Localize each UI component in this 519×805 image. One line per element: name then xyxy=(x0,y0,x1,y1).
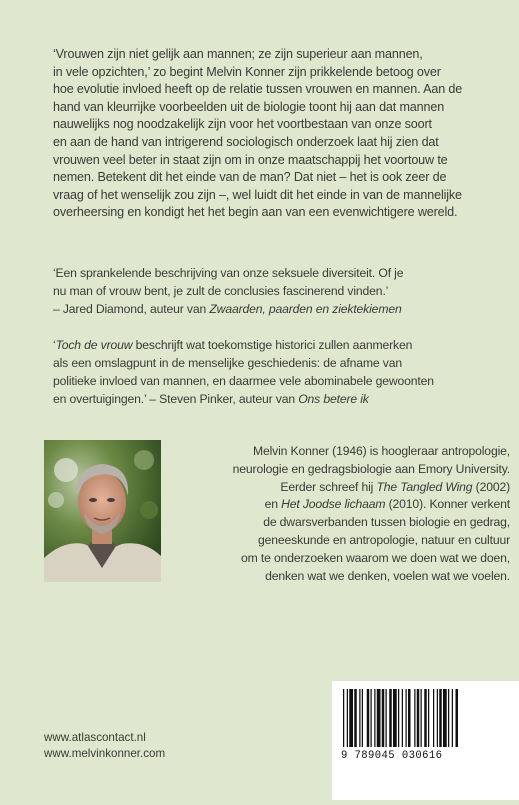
barcode-bar xyxy=(456,689,459,747)
bio-line: geneeskunde en antropologie, natuur en cultuur xyxy=(258,532,510,547)
barcode-bar xyxy=(386,689,387,747)
barcode-bar xyxy=(408,689,411,747)
barcode-bar xyxy=(374,689,375,747)
barcode-bar xyxy=(362,689,363,747)
author-portrait-image xyxy=(44,440,161,582)
barcode-bar xyxy=(421,689,422,747)
barcode-bar xyxy=(349,689,353,747)
back-cover-blurb xyxy=(53,46,499,222)
quote-line: ‘Een sprankelende beschrijving van onze seksuele diversiteit. Of je xyxy=(53,266,404,280)
barcode-bar xyxy=(371,689,372,747)
bio-text: (2010). Konner verkent xyxy=(385,497,510,512)
book-title: Toch de vrouw xyxy=(55,338,133,352)
diamond-quote xyxy=(53,264,493,318)
book-title: Ons betere ik xyxy=(298,392,369,406)
quote-line xyxy=(53,336,493,354)
quote-mark: ‘ xyxy=(53,338,56,352)
bio-text: en xyxy=(264,497,282,512)
blurb-line: in vele opzichten,’ zo begint Melvin Konner zijn prikkelende betoog over xyxy=(53,64,441,79)
bio-line: neurologie en gedragsbiologie aan Emory University. xyxy=(232,461,510,476)
author-bio xyxy=(165,443,510,585)
barcode-bar xyxy=(417,689,420,747)
barcode-bar xyxy=(367,689,370,747)
barcode-bar xyxy=(433,689,434,747)
barcode-bar xyxy=(402,689,403,747)
barcode-bar xyxy=(448,689,449,747)
quote-line xyxy=(53,390,493,408)
quote-text: en overtuigingen.’ – Steven Pinker, auteur van xyxy=(53,392,299,406)
barcode-bar xyxy=(439,689,442,747)
blurb-line: nemen. Betekent dit het einde van de man? Dat niet – het is ook zeer de xyxy=(53,170,447,185)
book-title: Het Joodse lichaam xyxy=(281,497,386,512)
blurb-line: en aan de hand van intrigerend sociologisch onderzoek laat hij zien dat xyxy=(53,134,439,149)
author-photo xyxy=(44,440,161,582)
barcode-bar xyxy=(406,689,407,747)
quote-line: als een omslagpunt in de menselijke geschiedenis: de afname van xyxy=(53,356,402,370)
quote-line: nu man of vrouw bent, je zult de conclusies fascinerend vinden.’ xyxy=(53,284,389,298)
bio-line: denken wat we denken, voelen wat we voelen. xyxy=(265,568,510,583)
barcode-bar xyxy=(443,689,447,747)
book-title: The Tangled Wing xyxy=(376,479,473,494)
blurb-line: vraag of het wenselijk zou zijn –, wel luidt dit het einde in van de mannelijke xyxy=(53,187,462,202)
quote-text: beschrijft wat toekomstige historici zullen aanmerken xyxy=(132,338,413,352)
book-title: Zwaarden, paarden en ziektekiemen xyxy=(209,302,402,316)
barcode-bar xyxy=(452,689,453,747)
barcode-bar xyxy=(437,689,438,747)
bio-text: Eerder schreef hij xyxy=(280,479,377,494)
barcode-panel xyxy=(332,681,519,800)
barcode-bar xyxy=(354,689,357,747)
barcode-bar xyxy=(359,689,360,747)
blurb-line: ‘Vrouwen zijn niet gelijk aan mannen; ze zijn superieur aan mannen, xyxy=(53,47,423,61)
author-url[interactable]: www.melvinkonner.com xyxy=(44,747,166,761)
barcode-bar xyxy=(414,689,415,747)
bio-line xyxy=(165,479,510,497)
barcode-bar xyxy=(398,689,399,747)
bio-line: Melvin Konner (1946) is hoogleraar antropologie, xyxy=(252,444,510,458)
attribution-text: – Jared Diamond, auteur van xyxy=(53,302,210,316)
barcode-bar xyxy=(343,689,344,747)
barcode-bar xyxy=(347,689,348,747)
quote-attribution xyxy=(53,300,493,318)
bio-line: om te onderzoeken waarom we doen wat we doen, xyxy=(241,550,510,565)
barcode-bar xyxy=(393,689,397,747)
blurb-line: vrouwen veel beter in staat zijn om in onze maatschappij het voortouw te xyxy=(53,152,448,167)
publisher-url[interactable]: www.atlascontact.nl xyxy=(44,731,146,744)
isbn-barcode xyxy=(332,681,519,800)
isbn-digits: 9 789045 030616 xyxy=(341,750,443,762)
blurb-line: hoe evolutie invloed heeft op de relatie tussen vrouwen en mannen. Aan de xyxy=(53,82,463,97)
bio-text: (2002) xyxy=(472,479,510,494)
quote-line: politieke invloed van mannen, en daarmee vele abominabele gewoonten xyxy=(53,374,434,388)
pinker-quote xyxy=(53,336,493,408)
barcode-bar xyxy=(377,689,381,747)
blurb-line: nauwelijks nog noodzakelijk zijn voor het voortbestaan van onze soort xyxy=(53,117,432,132)
barcode-bar xyxy=(428,689,429,747)
blurb-line: overheersing en kondigt het het begin aan van een evenwichtigere wereld. xyxy=(53,205,458,220)
barcode-bar xyxy=(389,689,392,747)
blurb-line: hand van kleurrijke voorbeelden uit de biologie toont hij aan dat mannen xyxy=(53,99,445,114)
bio-line xyxy=(165,496,510,514)
barcode-bar xyxy=(382,689,385,747)
website-links xyxy=(44,730,165,762)
barcode-bar xyxy=(424,689,427,747)
bio-line: de dwarsverbanden tussen biologie en gedrag, xyxy=(263,515,510,530)
